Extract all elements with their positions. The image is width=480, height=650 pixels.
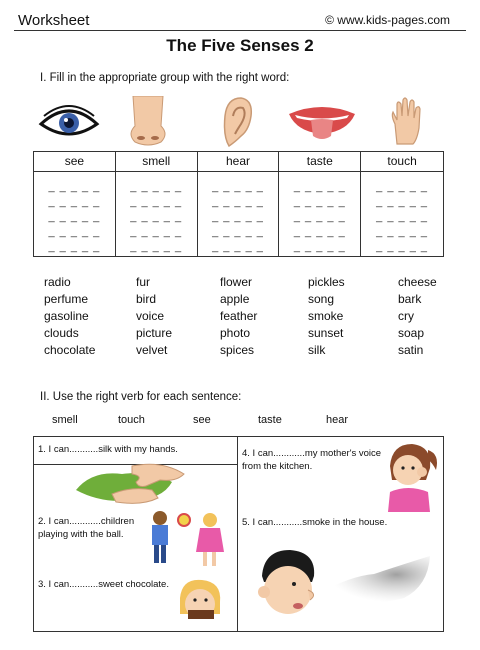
blank-line[interactable]: _ _ _ _ _ — [212, 181, 264, 193]
girl-eating-chocolate-illustration — [176, 578, 224, 628]
word-bank-item: chocolate — [44, 343, 96, 357]
sentence-4-line-2: from the kitchen. — [242, 461, 313, 472]
blank-line[interactable]: _ _ _ _ _ — [130, 211, 183, 223]
box-column-divider — [237, 436, 238, 632]
hand-icon — [389, 96, 425, 146]
sentence-5: 5. I can...........smoke in the house. — [242, 517, 388, 528]
word-bank-item: soap — [398, 326, 425, 340]
word-bank-item: radio — [44, 275, 71, 289]
word-bank-item: song — [308, 292, 335, 306]
word-bank-item: flower — [220, 275, 253, 289]
verb-option: hear — [326, 414, 349, 426]
hand-touching-silk-illustration — [72, 460, 192, 508]
blank-line[interactable]: _ _ _ _ _ — [130, 181, 183, 193]
blank-line[interactable]: _ _ _ _ _ — [48, 196, 101, 208]
word-bank-item: cheese — [398, 275, 437, 289]
blank-line[interactable]: _ _ _ _ _ — [48, 181, 101, 193]
section1-instruction: I. Fill in the appropriate group with the right word: — [40, 72, 290, 84]
word-bank-item: cry — [398, 309, 414, 323]
verb-option: touch — [118, 414, 145, 426]
sentence-3: 3. I can...........sweet chocolate. — [38, 579, 169, 590]
column-hear — [198, 152, 280, 256]
blank-line[interactable]: _ _ _ _ _ — [48, 226, 101, 238]
column-header-touch: touch — [361, 152, 443, 172]
verb-option: smell — [52, 414, 78, 426]
blank-line[interactable]: _ _ _ _ _ — [376, 211, 428, 223]
eye-icon — [38, 102, 100, 142]
blank-line[interactable]: _ _ _ _ _ — [376, 181, 428, 193]
blank-line[interactable]: _ _ _ _ _ — [212, 226, 264, 238]
sentence-4-line-1: 4. I can............my mother's voice — [242, 448, 382, 459]
blank-line[interactable]: _ _ _ _ _ — [212, 241, 264, 253]
blank-line[interactable]: _ _ _ _ _ — [293, 241, 346, 253]
word-bank-item: satin — [398, 343, 424, 357]
word-bank — [44, 274, 464, 358]
column-see — [34, 152, 116, 256]
blank-line[interactable]: _ _ _ _ _ — [293, 181, 346, 193]
word-bank-item: fur — [136, 275, 151, 289]
blank-line[interactable]: _ _ _ _ _ — [376, 196, 428, 208]
column-header-hear: hear — [198, 152, 279, 172]
word-bank-item: photo — [220, 326, 251, 340]
column-header-see: see — [34, 152, 115, 172]
blank-line[interactable]: _ _ _ _ _ — [48, 211, 101, 223]
header-worksheet-label: Worksheet — [18, 12, 90, 29]
verb-option: taste — [258, 414, 282, 426]
word-bank-item: picture — [136, 326, 173, 340]
column-taste — [279, 152, 361, 256]
page-title: The Five Senses 2 — [166, 36, 314, 55]
word-bank-item: silk — [308, 343, 326, 357]
blank-line[interactable]: _ _ _ _ _ — [376, 226, 428, 238]
word-bank-item: sunset — [308, 326, 344, 340]
blank-line[interactable]: _ _ _ _ _ — [130, 241, 183, 253]
header-copyright: © www.kids-pages.com — [325, 13, 450, 27]
sentence-2-line-2: playing with the ball. — [38, 529, 124, 540]
word-bank-item: smoke — [308, 309, 344, 323]
word-bank-item: clouds — [44, 326, 79, 340]
section2-instruction: II. Use the right verb for each sentence: — [40, 391, 242, 403]
sentence-2-line-1: 2. I can............children — [38, 516, 135, 527]
column-touch — [361, 152, 443, 256]
word-bank-item: apple — [220, 292, 250, 306]
blank-line[interactable]: _ _ _ _ _ — [293, 226, 346, 238]
word-bank-item: gasoline — [44, 309, 89, 323]
word-bank-item: velvet — [136, 343, 168, 357]
boy-smelling-smoke-illustration — [254, 546, 432, 628]
verb-option: see — [193, 414, 211, 426]
word-bank-item: perfume — [44, 292, 89, 306]
blank-line[interactable]: _ _ _ _ _ — [130, 226, 183, 238]
blank-line[interactable]: _ _ _ _ _ — [130, 196, 183, 208]
word-bank-item: pickles — [308, 275, 345, 289]
word-bank-item: voice — [136, 309, 165, 323]
header-divider — [14, 30, 466, 31]
blank-line[interactable]: _ _ _ _ _ — [376, 241, 428, 253]
word-bank-item: bark — [398, 292, 422, 306]
ear-icon — [219, 96, 253, 148]
children-playing-ball-illustration — [146, 508, 230, 570]
column-header-smell: smell — [116, 152, 197, 172]
girl-listening-illustration — [380, 440, 442, 514]
blank-line[interactable]: _ _ _ _ _ — [293, 211, 346, 223]
sentence-1: 1. I can...........silk with my hands. — [38, 444, 178, 455]
sense-sorting-table — [33, 151, 444, 257]
blank-line[interactable]: _ _ _ _ _ — [212, 211, 264, 223]
word-bank-item: spices — [220, 343, 255, 357]
word-bank-item: feather — [220, 309, 258, 323]
blank-line[interactable]: _ _ _ _ _ — [48, 241, 101, 253]
column-header-taste: taste — [279, 152, 360, 172]
word-bank-item: bird — [136, 292, 157, 306]
nose-icon — [125, 96, 171, 148]
mouth-icon — [287, 104, 357, 142]
column-smell — [116, 152, 198, 256]
blank-line[interactable]: _ _ _ _ _ — [293, 196, 346, 208]
blank-line[interactable]: _ _ _ _ _ — [212, 196, 264, 208]
